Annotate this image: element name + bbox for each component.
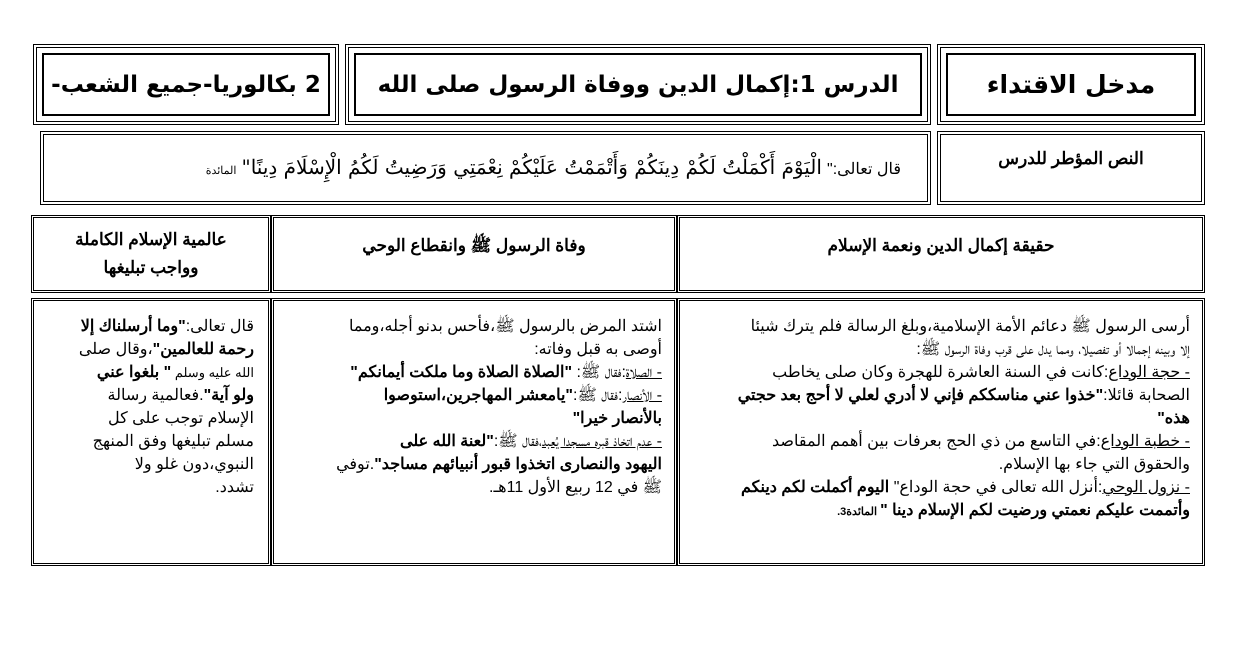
col3-line: الإسلام توجب على كل xyxy=(108,410,254,427)
col1-text: :أنزل الله تعالى في حجة الوداع" xyxy=(893,479,1103,496)
column-content-1 xyxy=(677,298,1205,566)
col3-line xyxy=(46,361,254,384)
framing-verse xyxy=(206,155,901,179)
col2-line: بالأنصار خيرا" xyxy=(572,410,662,427)
framing-label: النص المؤطر للدرس xyxy=(998,149,1144,168)
revelation-term: - نزول الوحي xyxy=(1102,479,1190,496)
lesson-title: الدرس 1:إكمال الدين ووفاة الرسول صلى الله xyxy=(377,71,899,98)
col2-line: ﷺ في 12 ربيع الأول 11هـ. xyxy=(489,479,662,496)
col2-text: :فقال ﷺ: xyxy=(572,364,626,381)
hadith-quote: "يامعشر المهاجرين،استوصوا xyxy=(383,387,574,404)
col1-line: هذه" xyxy=(1157,410,1190,427)
hadith-quote: "خذوا عني مناسككم فإني لا أدري لعلي لا أحج بعد حجتي xyxy=(737,387,1104,404)
level-title: 2 بكالوريا-جميع الشعب- xyxy=(51,71,321,98)
column-title-2: وفاة الرسول ﷺ وانقطاع الوحي xyxy=(362,236,586,255)
col3-line xyxy=(46,384,254,407)
col1-line: إلا وبينه إجمالا أو تفصيلا، ومما يدل على قرب وفاة الرسول ﷺ: xyxy=(916,341,1190,358)
col1-line: أرسى الرسول ﷺ دعائم الأمة الإسلامية،وبلغ الرسالة فلم يترك شيئا xyxy=(750,318,1190,335)
verse-quote: "وما أرسلناك إلا xyxy=(80,318,186,335)
col2-line xyxy=(286,384,662,407)
column-title-3-line1: عالمية الإسلام الكاملة xyxy=(75,230,227,249)
column-title-1: حقيقة إكمال الدين ونعمة الإسلام xyxy=(827,236,1055,255)
ansar-term: - الأنصار xyxy=(622,387,662,404)
col3-text: .فعالمية رسالة xyxy=(107,387,204,404)
col1-text: :كانت في السنة العاشرة للهجرة وكان صلى يخاطب xyxy=(772,364,1109,381)
col2-text: ،فقال ﷺ: xyxy=(493,433,542,450)
verse-source: المائدة xyxy=(205,165,237,177)
col2-line xyxy=(286,361,662,384)
col3-line xyxy=(46,338,254,361)
col2-line: اشتد المرض بالرسول ﷺ،فأحس بدنو أجله،ومما xyxy=(348,318,662,335)
col1-text: الصحابة قائلا: xyxy=(1103,387,1190,404)
col2-text: .توفي xyxy=(336,456,375,473)
col1-line xyxy=(692,361,1190,384)
verse-prefix: قال تعالى:" xyxy=(827,161,901,178)
framing-verse-box xyxy=(40,131,931,205)
col3-text: قال تعالى: xyxy=(185,318,254,335)
col2-line: أوصى به قبل وفاته: xyxy=(534,341,662,358)
hadith-quote: " بلغوا عني xyxy=(96,364,172,381)
col2-text: :فقال ﷺ: xyxy=(573,387,623,404)
col1-line xyxy=(692,430,1190,453)
verse-quote: رحمة للعالمين" xyxy=(152,341,254,358)
col3-text: ،وقال صلى xyxy=(78,341,153,358)
col1-line xyxy=(692,499,1190,524)
col2-line xyxy=(286,453,662,476)
col3-line: تشدد. xyxy=(215,479,254,496)
hadith-quote: ولو آية" xyxy=(203,387,254,404)
farewell-pilgrimage-term: - حجة الوداع xyxy=(1108,364,1190,381)
lesson-title-box xyxy=(345,44,931,125)
prayer-term: - الصلاة xyxy=(625,364,662,381)
col3-line xyxy=(46,315,254,338)
column-content-3 xyxy=(31,298,271,566)
col1-line: والحقوق التي جاء بها الإسلام. xyxy=(998,456,1190,473)
col3-line: النبوي،دون غلو ولا xyxy=(134,456,254,473)
col3-text: الله عليه وسلم xyxy=(171,365,254,380)
col1-line xyxy=(692,476,1190,499)
col2-line xyxy=(286,430,662,453)
column-header-2 xyxy=(271,215,677,293)
col1-text: :في التاسع من ذي الحج بعرفات بين أهمم المقاصد xyxy=(771,433,1101,450)
column-title-3-line2: وواجب تبليغها xyxy=(103,258,199,277)
hadith-quote: "لعنة الله على xyxy=(400,433,494,450)
hadith-quote: "الصلاة الصلاة وما ملكت أيمانكم" xyxy=(350,364,573,381)
level-box xyxy=(33,44,339,125)
verse-quote: وأتممت عليكم نعمتي ورضيت لكم الإسلام دينا " xyxy=(880,502,1190,519)
col1-line xyxy=(692,384,1190,407)
lesson-intro-title: مدخل الاقتداء xyxy=(986,70,1156,99)
column-header-1 xyxy=(677,215,1205,293)
grave-term: - عدم اتخاذ قبره مسجدا يُعبد xyxy=(541,433,662,450)
verse-text: الْيَوْمَ أَكْمَلْتُ لَكُمْ دِينَكُمْ وَأَتْمَمْتُ عَلَيْكُمْ نِعْمَتِي وَرَضِيتُ لَكُمُ الْإِسْلَامَ دِينًا" xyxy=(241,155,822,179)
verse-quote: اليوم أكملت لكم دينكم xyxy=(741,479,894,496)
col3-line: مسلم تبليغها وفق المنهج xyxy=(92,433,254,450)
hadith-quote: اليهود والنصارى اتخذوا قبور أنبيائهم مساجد" xyxy=(374,456,662,473)
lesson-intro-box xyxy=(937,44,1205,125)
column-content-2 xyxy=(271,298,677,566)
farewell-sermon-term: - خطبة الوداع xyxy=(1100,433,1190,450)
verse-ref: المائدة3. xyxy=(837,506,881,518)
column-header-3 xyxy=(31,215,271,293)
framing-label-box xyxy=(937,131,1205,205)
